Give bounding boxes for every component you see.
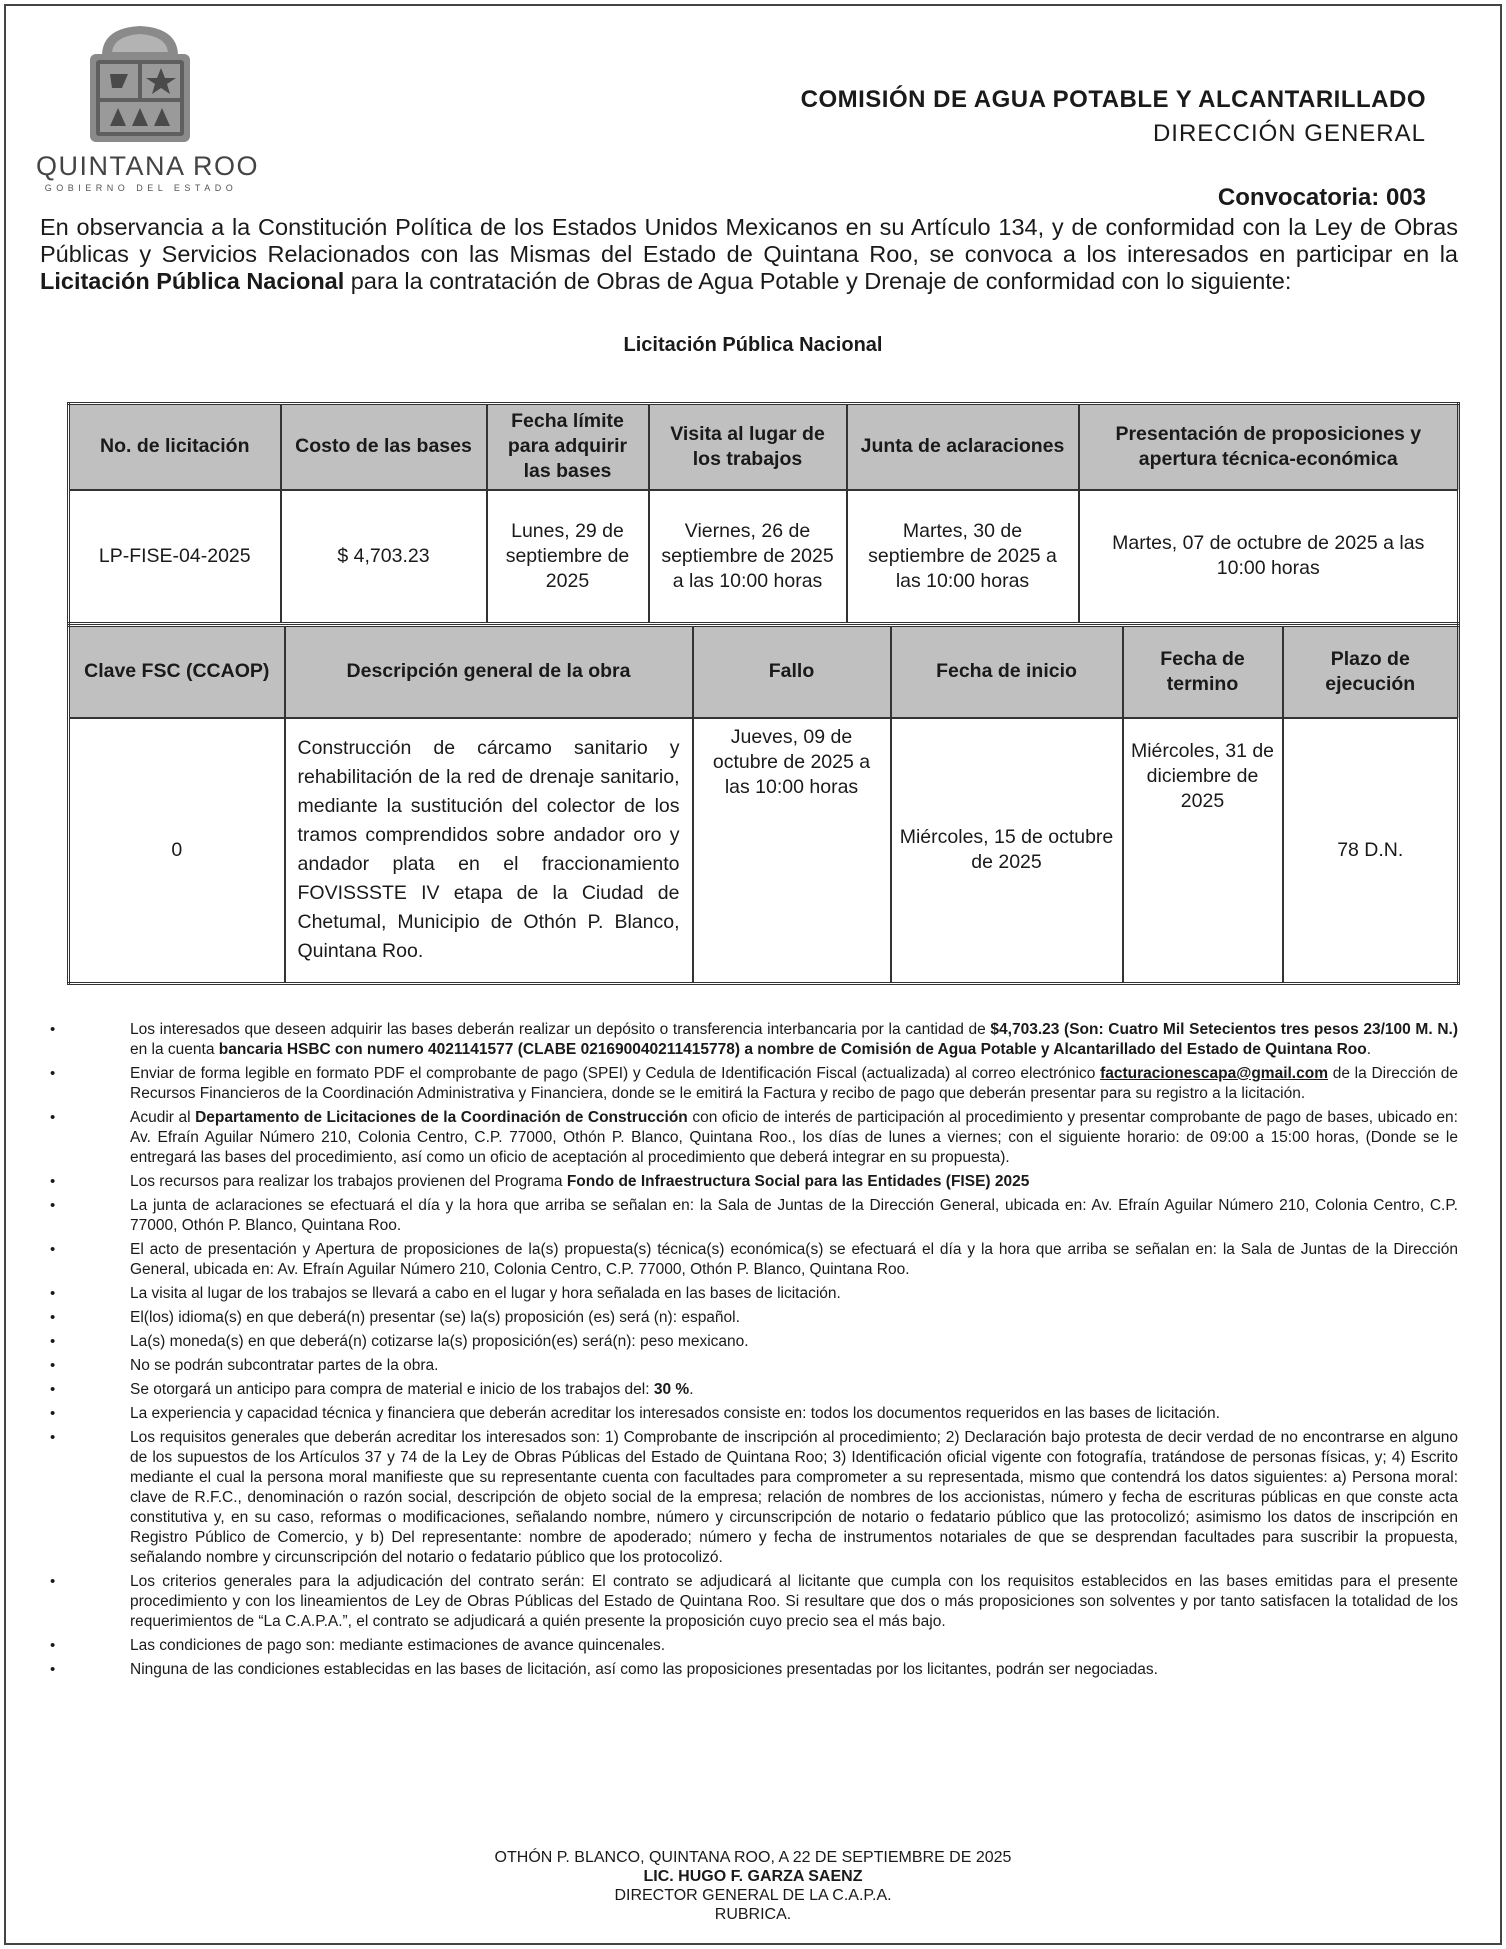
bullet-text: . <box>1366 1041 1372 1058</box>
bullet-text: El acto de presentación y Apertura de proposiciones de la(s) propuesta(s) técnica(s) económica(s) se efectuará el día y la hora que arriba se señalan en: la Sala de Juntas de la Dirección General, ubicada en: Av. Efraín Aguilar Número 210, Colonia Centro, C.P. 77000, Othón P. Blanco, Quintana Roo. <box>130 1241 1458 1278</box>
list-item <box>44 1636 1458 1656</box>
list-item <box>44 1020 1458 1060</box>
bullet-text: Los requisitos generales que deberán acreditar los interesados son: 1) Comprobante de inscripción al procedimiento; 2) Declaración bajo protesta de decir verdad de no encontrarse en alguno de los supuestos de los Artículos 37 y 74 de la Ley de Obras Públicas del Estado de Quintana Roo; 3) Identificación oficial vigente con fotografía, tratándose de personas físicas, y; 4) Escrito mediante el cual la persona moral manifieste que su representante cuenta con facultades para comprometer a su representada, mismo que contendrá los datos siguientes: a) Persona moral: clave de R.F.C., denominación o razón social, descripción de objeto social de la empresa; relación de nombres de los accionistas, número y fecha de escrituras públicas en que conste acta constitutiva y, en su caso, reformas o modificaciones, señalando nombre, número y circunscripción de notario o fedatario público que las protocolizó; asimismo los datos de inscripción en Registro Público de Comercio, y b) Del representante: nombre de apoderado; número y fecha de instrumentos notariales de que se desprendan facultades para suscribir la propuesta, señalando nombre y circunscripción del notario o fedatario público que los protocolizó. <box>130 1429 1458 1566</box>
email-link[interactable]: facturacionescapa@gmail.com <box>1100 1065 1328 1082</box>
convocatoria-number: Convocatoria: 003 <box>1217 184 1426 211</box>
tender-number-cell: LP-FISE-04-2025 <box>69 490 281 624</box>
logo-state-name: QUINTANA ROO <box>36 151 260 181</box>
intro-bold: Licitación Pública Nacional <box>40 268 345 294</box>
bullet-text: . <box>689 1381 694 1398</box>
work-description-cell: Construcción de cárcamo sanitario y rehabilitación de la red de drenaje sanitario, mediante la sustitución del colector de los tramos comprendidos sobre andador oro y andador plata en el fraccionamiento FOVISSSTE IV etapa de la Ciudad de Chetumal, Municipio de Othón P. Blanco, Quintana Roo. <box>285 718 693 984</box>
table2-header: Fecha de termino <box>1123 626 1283 718</box>
bullet-text: en la cuenta <box>130 1041 219 1058</box>
bullet-text: Los recursos para realizar los trabajos provienen del Programa <box>130 1173 567 1190</box>
bullet-bold-text: bancaria HSBC con numero 4021141577 (CLABE 021690040211415778) a nombre de Comisión de Agua Potable y Alcantarillado del Estado de Quintana Roo <box>218 1041 1367 1058</box>
work-details-table <box>67 624 1460 985</box>
table1-header: Presentación de proposiciones y apertura técnica-económica <box>1079 404 1459 490</box>
bullet-text: Los interesados que deseen adquirir las bases deberán realizar un depósito o transferencia interbancaria por la cantidad de <box>130 1021 991 1038</box>
execution-term-cell: 78 D.N. <box>1283 718 1459 984</box>
organization-title: COMISIÓN DE AGUA POTABLE Y ALCANTARILLADO <box>800 86 1426 113</box>
bullet-text: La experiencia y capacidad técnica y financiera que deberán acreditar los interesados consiste en: todos los documentos requeridos en las bases de licitación. <box>130 1405 1220 1422</box>
table1-header: No. de licitación <box>69 404 281 490</box>
bullet-text: La visita al lugar de los trabajos se llevará a cabo en el lugar y hora señalada en las bases de licitación. <box>130 1285 841 1302</box>
bases-cost-cell: $ 4,703.23 <box>281 490 487 624</box>
section-subheading: Licitación Pública Nacional <box>623 334 883 356</box>
bullet-text: Ninguna de las condiciones establecidas en las bases de licitación, así como las proposiciones presentadas por los licitantes, podrán ser negociadas. <box>130 1661 1158 1678</box>
start-date-cell: Miércoles, 15 de octubre de 2025 <box>891 718 1123 984</box>
list-item <box>44 1428 1458 1568</box>
bullet-text: La junta de aclaraciones se efectuará el día y la hora que arriba se señalan en: la Sala de Juntas de la Dirección General, ubicada en: Av. Efraín Aguilar Número 210, Colonia Centro, C.P. 77000, Othón P. Blanco, Quintana Roo. <box>130 1197 1458 1234</box>
list-item <box>44 1196 1458 1236</box>
list-item <box>44 1064 1458 1104</box>
bullet-text: de la Dirección de Recursos Financieros de la Coordinación Administrativa y Financiera, donde se le emitirá la Factura y recibo de pago que deberán presentar para su registro a la licitación. <box>130 1065 1459 1102</box>
bullet-text: con oficio de interés de participación al procedimiento y presentar comprobante de pago de bases, ubicado en: Av. Efraín Aguilar Número 210, Colonia Centro, C.P. 77000, Othón P. Blanco, Quintana Roo., los días de lunes a viernes; con el siguiente horario: de 09:00 a 15:00 horas, (Donde se le entregará las bases del procedimiento, así como un oficio de aceptación al procedimiento que deberá integrar en su propuesta). <box>130 1109 1458 1166</box>
tender-schedule-table <box>67 402 1460 625</box>
coat-of-arms-icon <box>88 20 192 150</box>
bullet-text: No se podrán subcontratar partes de la obra. <box>130 1357 439 1374</box>
list-item <box>44 1332 1458 1352</box>
bullet-text: Se otorgará un anticipo para compra de material e inicio de los trabajos del: <box>130 1381 654 1398</box>
rubrica-label: RUBRICA. <box>714 1906 792 1923</box>
table1-header: Costo de las bases <box>281 404 487 490</box>
deadline-cell: Lunes, 29 de septiembre de 2025 <box>487 490 649 624</box>
bullet-bold-text: $4,703.23 (Son: Cuatro Mil Setecientos tres pesos 23/100 M. N.) <box>990 1021 1458 1038</box>
signature-block <box>0 1848 1506 1924</box>
intro-text-2: para la contratación de Obras de Agua Potable y Drenaje de conformidad con lo siguiente: <box>344 268 1292 294</box>
table2-header: Clave FSC (CCAOP) <box>69 626 285 718</box>
bullet-bold-text: 30 % <box>653 1381 690 1398</box>
logo-government-label: GOBIERNO DEL ESTADO <box>44 183 238 193</box>
place-date: OTHÓN P. BLANCO, QUINTANA ROO, A 22 DE SEPTIEMBRE DE 2025 <box>494 1849 1012 1866</box>
fsc-key-cell: 0 <box>69 718 285 984</box>
table2-header: Plazo de ejecución <box>1283 626 1459 718</box>
table1-header: Fecha límite para adquirir las bases <box>487 404 649 490</box>
intro-text-1: En observancia a la Constitución Política de los Estados Unidos Mexicanos en su Artículo 134, y de conformidad con la Ley de Obras Públicas y Servicios Relacionados con las Mismas del Estado de Quintana Roo, se convoca a los interesados en participar en la <box>40 214 1458 267</box>
table2-header: Fallo <box>693 626 891 718</box>
bullet-text: Enviar de forma legible en formato PDF el comprobante de pago (SPEI) y Cedula de Identificación Fiscal (actualizada) al correo electrónico <box>130 1065 1101 1082</box>
list-item <box>44 1572 1458 1632</box>
proposal-opening-cell: Martes, 07 de octubre de 2025 a las 10:00 horas <box>1079 490 1459 624</box>
list-item <box>44 1356 1458 1376</box>
bullet-text: El(los) idioma(s) en que deberá(n) presentar (se) la(s) proposición (es) será (n): español. <box>130 1309 740 1326</box>
intro-paragraph <box>40 214 1458 295</box>
list-item <box>44 1108 1458 1168</box>
list-item <box>44 1240 1458 1280</box>
bullet-text: Acudir al <box>130 1109 196 1126</box>
list-item <box>44 1308 1458 1328</box>
table2-header: Fecha de inicio <box>891 626 1123 718</box>
conditions-list <box>44 1020 1458 1684</box>
end-date-cell: Miércoles, 31 de diciembre de 2025 <box>1123 718 1283 984</box>
list-item <box>44 1660 1458 1680</box>
bullet-text: Las condiciones de pago son: mediante estimaciones de avance quincenales. <box>130 1637 666 1654</box>
bullet-bold-text: Departamento de Licitaciones de la Coordinación de Construcción <box>195 1109 688 1126</box>
table2-header: Descripción general de la obra <box>285 626 693 718</box>
table1-header: Visita al lugar de los trabajos <box>649 404 847 490</box>
signer-name: LIC. HUGO F. GARZA SAENZ <box>643 1868 863 1885</box>
site-visit-cell: Viernes, 26 de septiembre de 2025 a las 10:00 horas <box>649 490 847 624</box>
bullet-bold-text: Fondo de Infraestructura Social para las Entidades (FISE) 2025 <box>566 1173 1030 1190</box>
state-logo <box>36 20 260 195</box>
organization-header <box>801 86 1426 148</box>
ruling-date-cell: Jueves, 09 de octubre de 2025 a las 10:00 horas <box>693 718 891 984</box>
list-item <box>44 1380 1458 1400</box>
list-item <box>44 1172 1458 1192</box>
signer-position: DIRECTOR GENERAL DE LA C.A.P.A. <box>614 1887 892 1904</box>
clarification-meeting-cell: Martes, 30 de septiembre de 2025 a las 10:00 horas <box>847 490 1079 624</box>
bullet-text: La(s) moneda(s) en que deberá(n) cotizarse la(s) proposición(es) será(n): peso mexicano. <box>130 1333 749 1350</box>
bullet-text: Los criterios generales para la adjudicación del contrato serán: El contrato se adjudicará al licitante que cumpla con los requisitos establecidos en las bases emitidas para el presente procedimiento y con los lineamientos de Ley de Obras Públicas del Estado de Quintana Roo. Si resultare que dos o más proposiciones son solventes y por tanto satisfacen la totalidad de los requerimientos de “La C.A.P.A.”, el contrato se adjudicará a quién presente la proposición cuyo precio sea el más bajo. <box>130 1573 1458 1630</box>
list-item <box>44 1284 1458 1304</box>
table1-header: Junta de aclaraciones <box>847 404 1079 490</box>
list-item <box>44 1404 1458 1424</box>
organization-subtitle: DIRECCIÓN GENERAL <box>1152 120 1426 147</box>
